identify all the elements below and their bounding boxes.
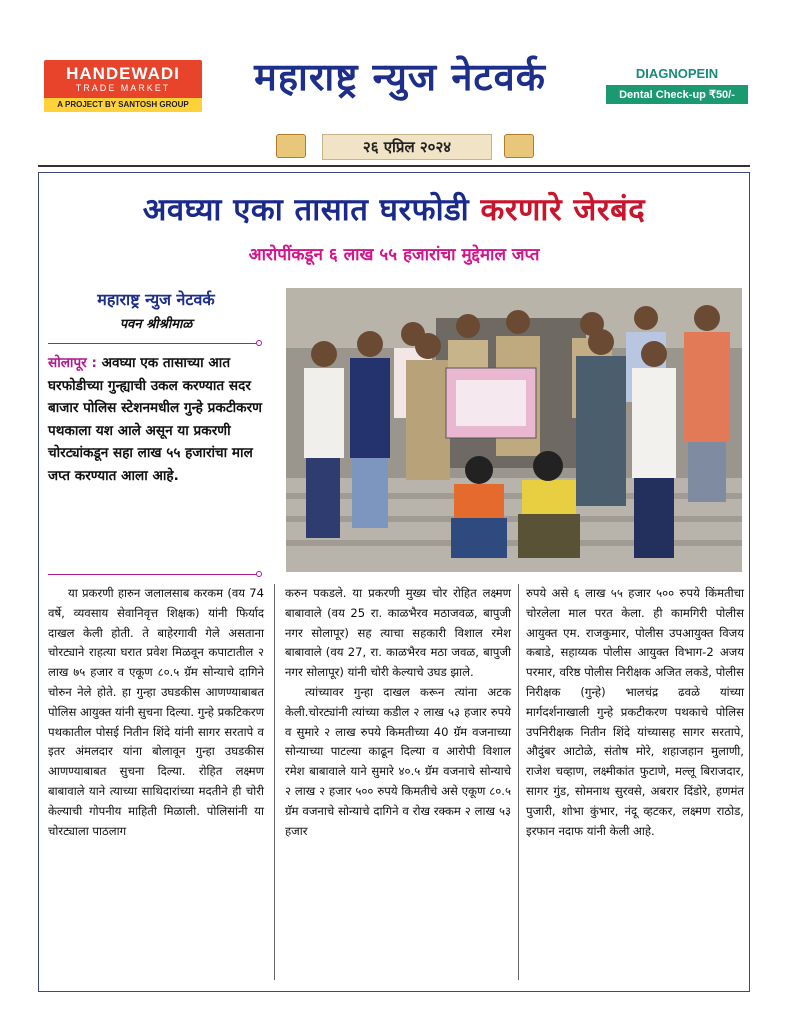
column-divider [518, 584, 519, 980]
handewadi-tagline: A PROJECT BY SANTOSH GROUP [44, 98, 202, 112]
handewadi-ad-logo [44, 60, 202, 112]
article-column-1 [48, 584, 264, 841]
lead-paragraph [48, 352, 262, 487]
lead-text: अवघ्या एक तासाच्या आत घरफोडीच्या गुन्ह्याची उकल करण्यात सदर बाजार पोलिस स्टेशनमधील गुन्हे प्रकटीकरण पथकाला यश आले असून या प्रकरणी चोरट्यांकडून सहा लाख ५५ हजारांचा माल जप्त करण्यात आला आहे. [48, 355, 263, 484]
news-photo-illustration [286, 288, 742, 572]
diagnopein-ad [606, 66, 748, 108]
masthead-title: महाराष्ट्र न्युज नेटवर्क [254, 55, 546, 99]
lead-place: सोलापूर : [48, 355, 97, 371]
ring-icon [256, 340, 262, 346]
column-1-paragraph: या प्रकरणी हारुन जलालसाब करकम (वय 74 वर्षे, व्यवसाय सेवानिवृत्त शिक्षक) यांनी फिर्याद दाखल केली होती. ते बाहेरगावी गेले असताना चोरट्याने राहत्या घरात प्रवेश मिळवून कपाटातील २ लाख ७५ हजार व एकूण ८०.५ ग्रॅम सोन्याचे दागिने चोरुन नेले होते. हा गुन्हा उघडकीस आणण्याबाबत पोलिस आयुक्त यांनी सुचना दिल्या. गुन्हे प्रकटिकरण पथकातील पोसई नितीन शिंदे यांनी सागर सरतापे व इतर अंमलदार यांना बोलावून गुन्हा उघडकीस आणण्याबाबत सुचना दिल्या. रोहित लक्ष्मण बाबावाले याने त्याच्या साथिदारांच्या मदतीने ही चोरी केल्याची गोपनीय माहिती मिळाली. पोलिसांनी या चोरट्याला पाठलाग [48, 586, 264, 838]
byline-org: महाराष्ट्र न्युज नेटवर्क [97, 290, 215, 309]
newspaper-mini-logo-icon [276, 134, 306, 158]
handewadi-title: HANDEWADI [66, 64, 180, 83]
newspaper-mini-logo-icon [504, 134, 534, 158]
column-2-paragraph-2: त्यांच्यावर गुन्हा दाखल करून त्यांना अटक केली.चोरट्यांनी त्यांच्या कडील २ लाख ५३ हजार रुपये व सुमारे २ लाख रुपये किमतीच्या 40 ग्रॅम वजनाच्या सोन्याच्या पाटल्या काढून दिल्या व आरोपी विशाल रमेश बाबावाले याने सुमारे ४०.५ ग्रॅम वजनाचे सोन्याचे २ लाख २ हजार ५०० रुपये किमतीचे असे एकूण ८०.५ ग्रॅम वजनाचे सोन्याचे दागिने व रोख रक्कम २ लाख ५३ हजार [285, 684, 511, 838]
headline-part2: करणारे जेरबंद [480, 192, 646, 228]
section-divider [48, 343, 256, 344]
headline-part1: अवघ्या एका तासात घरफोडी [142, 192, 470, 228]
article-column-3 [526, 584, 744, 841]
column-2-paragraph-1: करुन पकडले. या प्रकरणी मुख्य चोर रोहित लक्ष्मण बाबावाले (वय 25 रा. काळभैरव मठाजवळ, बापुजी नगर सोलापूर) सह त्याचा सहकारी विशाल रमेश बाबावाले (वय 27, रा. काळभैरव मठा जवळ, बापुजी नगर सोलापूर) यांनी चोरी केल्याचे उघड झाले. [285, 586, 511, 680]
column-3-paragraph: रुपये असे ६ लाख ५५ हजार ५०० रुपये किंमतीचा चोरलेला माल परत केला. ही कामगिरी पोलीस आयुक्त एम. राजकुमार, पोलीस उपआयुक्त विजय कबाडे, सहाय्यक पोलीस आयुक्त विभाग-2 अजय परमार, वरिष्ठ पोलीस निरीक्षक अजित लकडे, पोलीस निरीक्षक (गुन्हे) भालचंद्र ढवळे यांच्या मार्गदर्शनाखाली गुन्हे प्रकटीकरण पथकाचे पोलिस उपनिरीक्षक नितीन शिंदे यांच्यासह सागर सरतापे, औदुंबर आटोळे, संतोष मोरे, शहाजहान मुलाणी, राजेश चव्हाण, लक्ष्मीकांत फुटाणे, मल्लू बिराजदार, सागर गुंड, सोमनाथ सुरवसे, अबरार दिंडोरे, हणमंत पुजारी, शोभा कुंभार, नंदू व्हटकर, लक्ष्मण राठोड, इरफान नदाफ यांनी केली आहे. [526, 586, 744, 838]
ring-icon [256, 571, 262, 577]
byline-author: पवन श्रीश्रीमाळ [119, 317, 193, 332]
section-divider [48, 574, 256, 575]
article-column-2 [285, 584, 511, 841]
issue-date: २६ एप्रिल २०२४ [322, 134, 492, 160]
article-headline [44, 188, 744, 230]
news-photo [286, 288, 742, 572]
article-subheadline: आरोपींकडून ६ लाख ५५ हजारांचा मुद्देमाल जप्त [248, 245, 540, 265]
diagnopein-brand: DIAGNOPEIN [635, 66, 719, 81]
header-rule [38, 165, 750, 167]
column-divider [274, 584, 275, 980]
diagnopein-offer: Dental Check-up ₹50/- [606, 85, 748, 104]
handewadi-subtitle: TRADE MARKET [75, 83, 171, 93]
